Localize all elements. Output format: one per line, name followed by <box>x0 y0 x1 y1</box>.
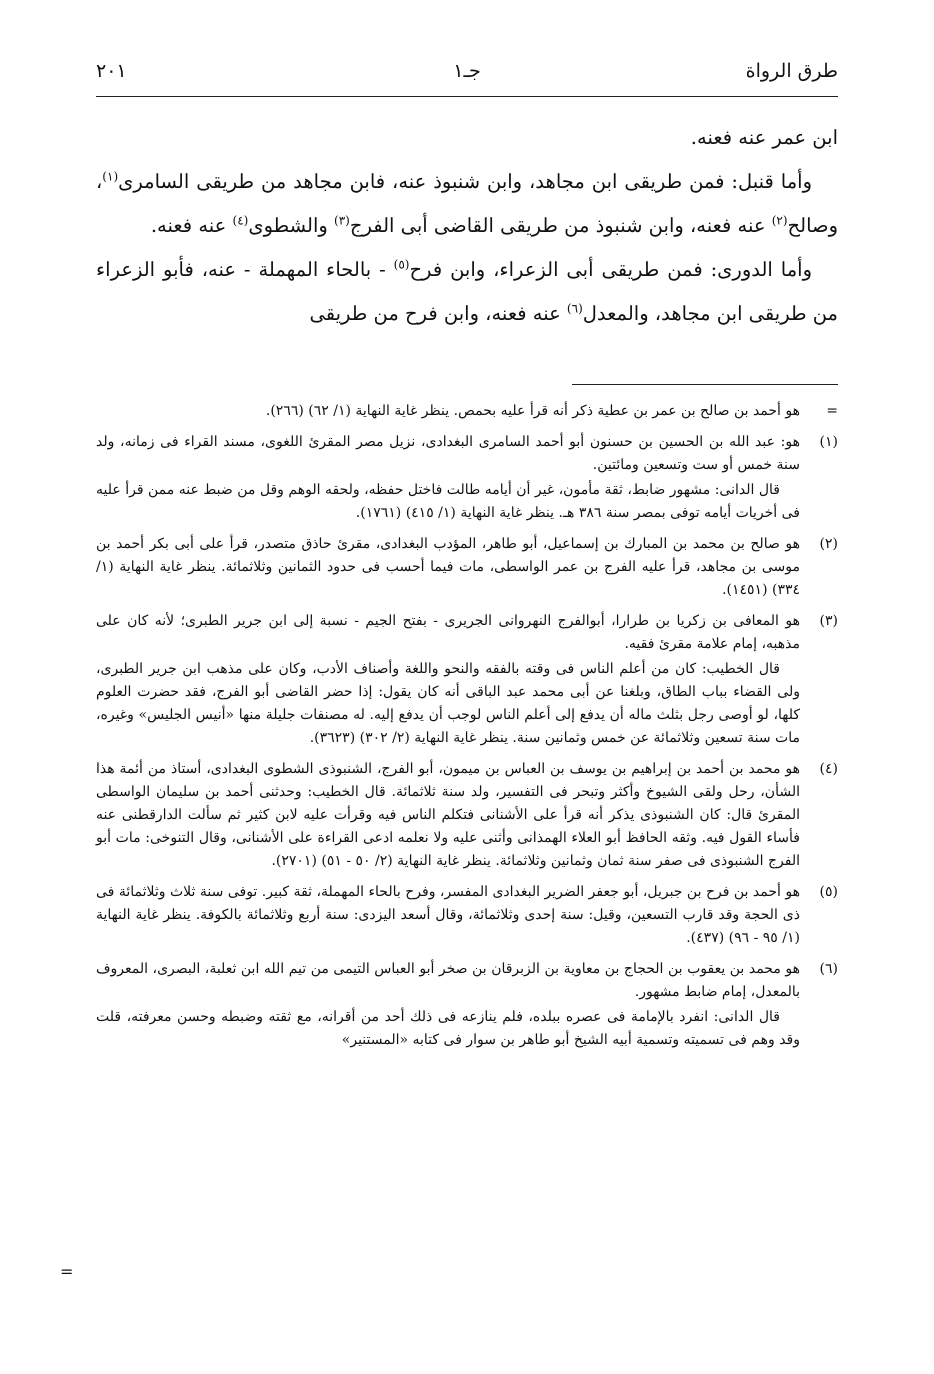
footnote-text: هو صالح بن محمد بن المبارك بن إسماعيل، أبو طاهر، المؤدب البغدادى، مقرئ حاذق متصدر، قرأ على أبى بكر أحمد بن موسى بن مجاهد، قرأ عليه الفرج بن عمر الواسطى، مات فيما أحسب فى حدود الثمانين وثلاثمائة. ينظر غاية النهاية (١/ ٣٣٤) (١٤٥١). <box>96 536 800 598</box>
paragraph <box>96 160 838 248</box>
footnote-text: هو أحمد بن فرح بن جبريل، أبو جعفر الضرير البغدادى المفسر، وفرح بالحاء المهملة، ثقة كبير. توفى سنة ثلاث وثلاثمائة فى ذى الحجة وقد قارب التسعين، وقيل: سنة إحدى وثلاثمائة، وقال أسعد اليزدى: سنة أربع وثلاثمائة بالكوفة. ينظر غاية النهاية (١/ ٩٥ - ٩٦) (٤٣٧). <box>96 884 800 946</box>
footnote-ref[interactable]: (١) <box>102 169 119 184</box>
footnote-ref[interactable]: (٢) <box>771 213 788 228</box>
footnotes <box>96 400 838 1060</box>
footnote-number: (٢) <box>819 536 838 552</box>
footnote <box>96 533 838 602</box>
paragraph-text: والشطوى <box>248 214 335 237</box>
footnote-subtext: قال الخطيب: كان من أعلم الناس فى وقته بالفقه والنحو واللغة وأصناف الأدب، وكان على مذهب ابن جرير الطبرى، ولى القضاء بباب الطاق، وبلغنا عن أبى محمد عبد الباقى أنه كان يقول: إذا حضر القاضى أبو الفرج، فقد حضرت العلوم كلها، لو أوصى رجل بثلث ماله أن يدفع إلى أعلم الناس لوجب أن يدفع إليه. له مصنفات جليلة منها «أنيس الجليس» وغيره، مات سنة تسعين وثلاثمائة عن خمس وثمانين سنة. ينظر غاية النهاية (٢/ ٣٠٢) (٣٦٢٣). <box>96 661 800 746</box>
footnote-text: هو: عبد الله بن الحسين بن حسنون أبو أحمد السامرى البغدادى، نزيل مصر المقرئ اللغوى، مسند القراء فى زمانه، ولد سنة خمس أو ست وتسعين ومائتين. <box>96 434 800 473</box>
paragraph-text: - بالحاء المهملة - عنه، فأبو الزعراء من طريقى ابن مجاهد، والمعدل <box>96 258 838 325</box>
running-header <box>96 54 838 97</box>
paragraph-text: ، وصالح <box>96 170 838 237</box>
footnote <box>96 758 838 873</box>
paragraph-text: وأما قنبل: فمن طريقى ابن مجاهد، وابن شنبوذ عنه، فابن مجاهد من طريقى السامرى <box>118 170 812 193</box>
footnote <box>96 431 838 525</box>
footnote-text: هو محمد بن يعقوب بن الحجاج بن معاوية بن الزبرقان بن صخر أبو العباس التيمى من تيم الله ابن ثعلبة، البصرى، المعروف بالمعدل، إمام ضابط مشهور. <box>96 961 800 1000</box>
paragraph <box>96 116 838 160</box>
footnote-number: (٦) <box>819 961 838 977</box>
paragraph <box>96 248 838 336</box>
footnote-subtext: قال الدانى: مشهور ضابط، ثقة مأمون، غير أن أيامه طالت فاختل حفظه، ولحقه الوهم وقل من ضبط عنه ممن قرأ عليه فى أخريات أيامه توفى بمصر سنة ٣٨٦ هـ. ينظر غاية النهاية (١/ ٤١٥) (١٧٦١). <box>96 482 800 521</box>
paragraph-text: وأما الدورى: فمن طريقى أبى الزعراء، وابن فرح <box>409 258 812 281</box>
footnote-text: هو أحمد بن صالح بن عمر بن عطية ذكر أنه قرأ عليه بحمص. ينظر غاية النهاية (١/ ٦٢) (٢٦٦). <box>265 403 800 419</box>
paragraph-text: ابن عمر عنه فعنه. <box>690 126 838 149</box>
page-number: ٢٠١ <box>96 60 127 82</box>
footnote-ref[interactable]: (٦) <box>566 301 583 316</box>
footnote <box>96 400 838 423</box>
paragraph-text: عنه فعنه. <box>150 214 233 237</box>
paragraph-text: عنه فعنه، وابن فرح من طريقى <box>309 302 567 325</box>
footnote-divider <box>572 384 838 385</box>
footnote <box>96 610 838 750</box>
header-volume: جـ١ <box>453 60 481 82</box>
main-text <box>96 116 838 336</box>
footnote-number: (١) <box>819 434 838 450</box>
footnote-text: هو محمد بن أحمد بن إبراهيم بن يوسف بن العباس بن ميمون، أبو الفرج، الشنبوذى الشطوى البغدادى، أستاذ من أئمة هذا الشأن، رحل ولقى الشيوخ وأكثر وتبحر فى التفسير، ولد سنة ثلاثمائة. قال الخطيب: وحدثنى أحمد بن سليمان الواسطى المقرئ قال: كان الشنبوذى يذكر أنه قرأ على الأشنانى فتكلم الناس فيه وقرأت عليه لابن كثير ثم سألت الدارقطنى عنه فأساء القول فيه. وثقه الحافظ أبو العلاء الهمذانى وأثنى عليه ولا نعلمه ادعى القراءة على الأشنانى، وقال التنوخى: مات أبو الفرج الشنبوذى فى صفر سنة ثمان وثمانين وثلاثمائة. ينظر غاية النهاية (٢/ ٥٠ - ٥١) (٢٧٠١). <box>96 761 801 869</box>
footnote-number: (٥) <box>819 884 838 900</box>
continuation-mark: = <box>60 1262 74 1281</box>
footnote-number: (٣) <box>819 613 838 629</box>
header-title: طرق الرواة <box>745 60 838 82</box>
footnote-ref[interactable]: (٥) <box>393 257 410 272</box>
footnote-subtext: قال الدانى: انفرد بالإمامة فى عصره ببلده، فلم ينازعه فى ذلك أحد من أقرانه، مع ثقته وضبطه وحسن معرفته، قلت وقد وهم فى تسميته وتسمية أبيه الشيخ أبو طاهر بن سوار فى كتابه «المستنير» <box>96 1009 800 1048</box>
footnote <box>96 958 838 1052</box>
paragraph-text: عنه فعنه، وابن شنبوذ من طريقى القاضى أبى الفرج <box>349 214 772 237</box>
footnote-ref[interactable]: (٤) <box>232 213 249 228</box>
footnote-number: = <box>826 403 838 419</box>
footnote-ref[interactable]: (٣) <box>334 213 350 228</box>
footnote-number: (٤) <box>819 761 838 777</box>
footnote-text: هو المعافى بن زكريا بن طرارا، أبوالفرج النهروانى الجريرى - بفتح الجيم - نسبة إلى ابن جرير الطبرى؛ لأنه كان على مذهبه، إمام علامة مقرئ فقيه. <box>96 613 800 652</box>
footnote <box>96 881 838 950</box>
